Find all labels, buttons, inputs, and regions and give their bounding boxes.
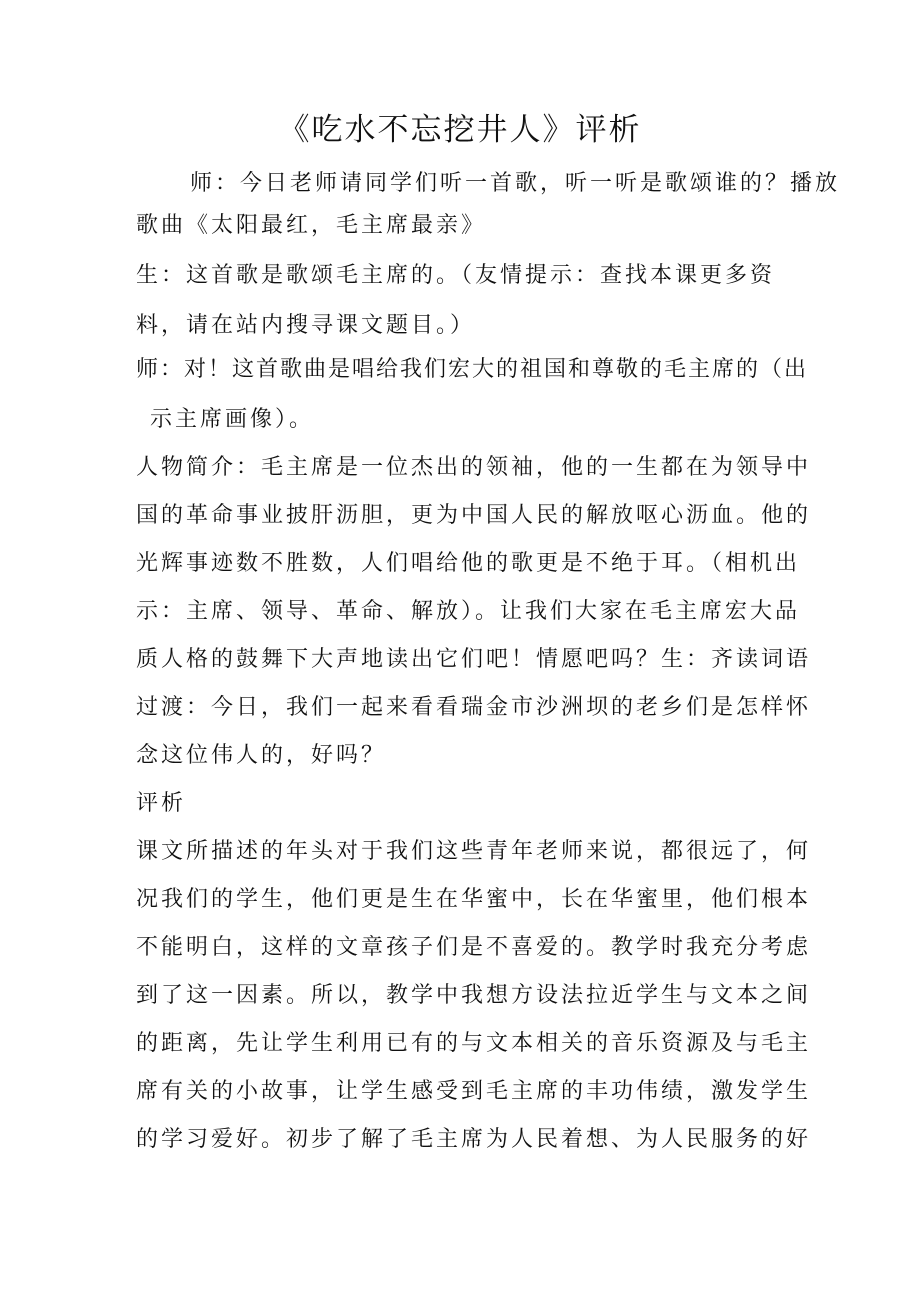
paragraph-line: 师：对！这首歌曲是唱给我们宏大的祖国和尊敬的毛主席的（出 (136, 357, 809, 382)
paragraph-line: 示主席画像）。 (150, 407, 315, 432)
paragraph-line: 不能明白，这样的文章孩子们是不喜爱的。教学时我充分考虑 (136, 935, 812, 960)
paragraph-line: 生：这首歌是歌颂毛主席的。（友情提示：查找本课更多资 (136, 263, 776, 288)
paragraph-line: 况我们的学生，他们更是生在华蜜中，长在华蜜里，他们根本 (136, 887, 812, 912)
paragraph-line: 的学习爱好。初步了解了毛主席为人民着想、为人民服务的好 (136, 1127, 812, 1152)
paragraph-line: 国的革命事业披肝沥胆，更为中国人民的解放呕心沥血。他的 (136, 503, 812, 528)
paragraph-line: 到了这一因素。所以，教学中我想方设法拉近学生与文本之间 (136, 983, 812, 1008)
paragraph-line: 席有关的小故事，让学生感受到毛主席的丰功伟绩，激发学生 (136, 1079, 812, 1104)
paragraph-line: 质人格的鼓舞下大声地读出它们吧！情愿吧吗？生：齐读词语 (136, 647, 812, 672)
paragraph-line: 念这位伟人的，好吗？ (136, 743, 387, 768)
paragraph-line: 课文所描述的年头对于我们这些青年老师来说，都很远了，何 (136, 839, 812, 864)
paragraph-line: 示：主席、领导、革命、解放）。让我们大家在毛主席宏大品 (136, 599, 801, 624)
section-heading: 评析 (136, 791, 187, 816)
paragraph-line: 人物简介：毛主席是一位杰出的领袖，他的一生都在为领导中 (136, 455, 812, 480)
paragraph-line: 歌曲《太阳最红，毛主席最亲》 (136, 213, 487, 238)
paragraph-line: 过渡：今日，我们一起来看看瑞金市沙洲坝的老乡们是怎样怀 (136, 695, 812, 720)
paragraph-line: 的距离，先让学生利用已有的与文本相关的音乐资源及与毛主 (136, 1031, 812, 1056)
paragraph-line: 师：今日老师请同学们听一首歌，听一听是歌颂谁的？播放 (190, 171, 841, 196)
document-title: 《吃水不忘挖井人》评析 (278, 112, 642, 148)
paragraph-line: 光辉事迹数不胜数，人们唱给他的歌更是不绝于耳。（相机出 (136, 551, 801, 576)
paragraph-line: 料，请在站内搜寻课文题目。） (136, 313, 476, 338)
